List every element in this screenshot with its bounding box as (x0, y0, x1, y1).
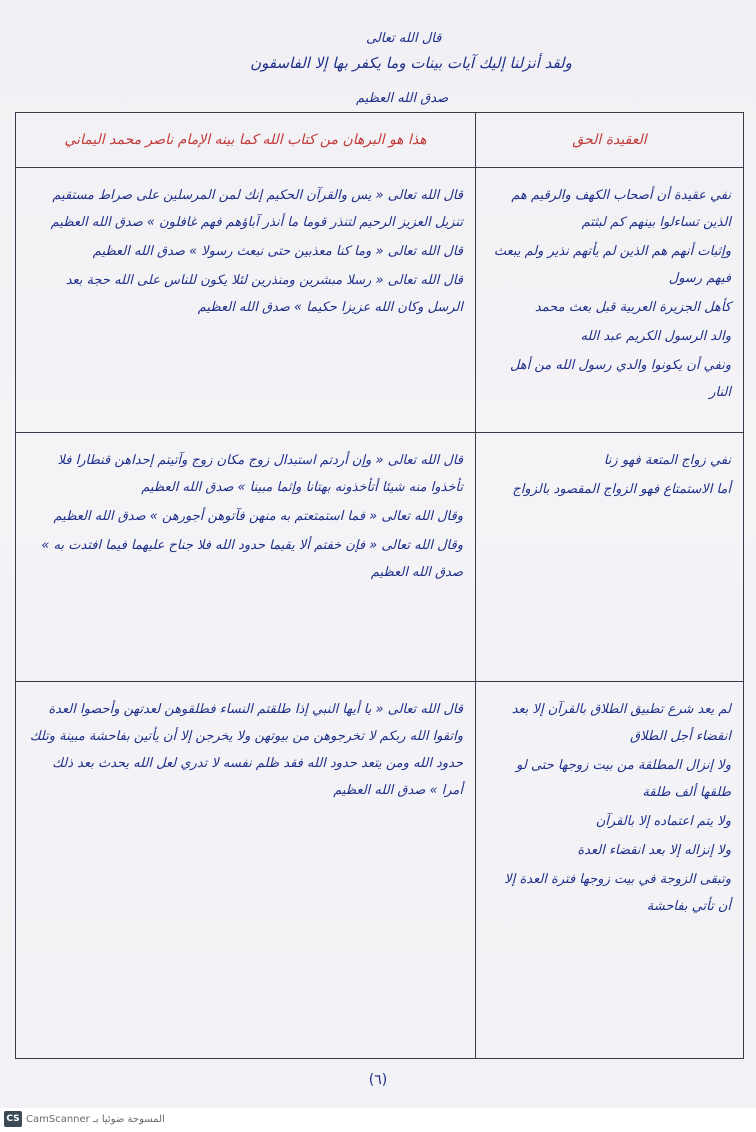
camscanner-logo-icon: CS (4, 1111, 22, 1127)
belief-line: والد الرسول الكريم عبد الله (580, 329, 731, 344)
evidence-line: وقال الله تعالى « فإن خفتم ألا يقيما حدود الله فلا جناح عليهما فيما افتدت به » صدق الله العظيم (41, 538, 463, 580)
comparison-table (15, 112, 744, 1059)
belief-cell (476, 433, 744, 682)
evidence-cell (16, 682, 476, 1059)
table-row (16, 433, 744, 682)
camscanner-badge (4, 1110, 165, 1128)
belief-cell (476, 682, 744, 1059)
ayah-main-text: ولقد أنزلنا إليك آيات بينات وما يكفر بها إلا الفاسقون (250, 54, 572, 72)
belief-line: كأهل الجزيرة العربية قبل بعث محمد (534, 300, 731, 315)
belief-line: ولا إنزال المطلقة من بيت زوجها حتى لو طلقها ألف طلقة (516, 758, 731, 800)
header-right-cell: العقيدة الحق (476, 113, 744, 168)
header-left-cell: هذا هو البرهان من كتاب الله كما بينه الإمام ناصر محمد اليماني (16, 113, 476, 168)
page-number: (٦) (368, 1072, 388, 1088)
evidence-cell (16, 168, 476, 433)
table-row (16, 168, 744, 433)
belief-line: لم يعد شرع تطبيق الطلاق بالقرآن إلا بعد انقضاء أجل الطلاق (511, 702, 731, 744)
belief-line: وإثبات أنهم هم الذين لم يأتهم نذير ولم يبعث فيهم رسول (493, 244, 731, 286)
evidence-cell (16, 433, 476, 682)
belief-line: ولا إنزاله إلا بعد انقضاء العدة (577, 843, 731, 858)
evidence-line: قال الله تعالى « يا أيها النبي إذا طلقتم النساء فطلقوهن لعدتهن وأحصوا العدة واتقوا الله ربكم لا تخرجوهن من بيوتهن ولا يخرجن إلا أن يأتين بفاحشة مبينة وتلك حدود الله ومن يتعد حدود الله فقد ظلم نفسه لا تدري لعل الله يحدث بعد ذلك أمرا » صدق الله العظيم (29, 702, 463, 798)
evidence-line: قال الله تعالى « وما كنا معذبين حتى نبعث رسولا » صدق الله العظيم (92, 244, 463, 259)
belief-line: ونفي أن يكونوا والدي رسول الله من أهل النار (509, 358, 731, 400)
belief-line: وتبقى الزوجة في بيت زوجها فترة العدة إلا أن تأتي بفاحشة (504, 872, 731, 914)
ayah-intro-text: قال الله تعالى (366, 31, 442, 46)
camscanner-label: CamScanner المسوحة ضوئيا بـ (26, 1113, 165, 1125)
evidence-line: قال الله تعالى « وإن أردتم استبدال زوج مكان زوج وآتيتم إحداهن قنطارا فلا تأخذوا منه شيئا أتأخذونه بهتانا وإثما مبينا » صدق الله العظيم (57, 453, 463, 495)
evidence-line: وقال الله تعالى « فما استمتعتم به منهن فآتوهن أجورهن » صدق الله العظيم (53, 509, 463, 524)
belief-cell (476, 168, 744, 433)
table-row (16, 682, 744, 1059)
evidence-line: قال الله تعالى « رسلا مبشرين ومنذرين لئلا يكون للناس على الله حجة بعد الرسل وكان الله عزيزا حكيما » صدق الله العظيم (65, 273, 463, 315)
belief-line: أما الاستمتاع فهو الزواج المقصود بالزواج (512, 482, 731, 497)
evidence-line: قال الله تعالى « يس والقرآن الحكيم إنك لمن المرسلين على صراط مستقيم تنزيل العزيز الرحيم لتنذر قوما ما أنذر آباؤهم فهم غافلون » صدق الله العظيم (50, 188, 463, 230)
belief-line: ولا يتم اعتماده إلا بالقرآن (595, 814, 731, 829)
ayah-close-text: صدق الله العظيم (356, 91, 449, 106)
table-header-row (16, 113, 744, 168)
belief-line: نفي زواج المتعة فهو زنا (603, 453, 731, 468)
belief-line: نفي عقيدة أن أصحاب الكهف والرقيم هم الذين تساءلوا بينهم كم لبثتم (511, 188, 731, 230)
